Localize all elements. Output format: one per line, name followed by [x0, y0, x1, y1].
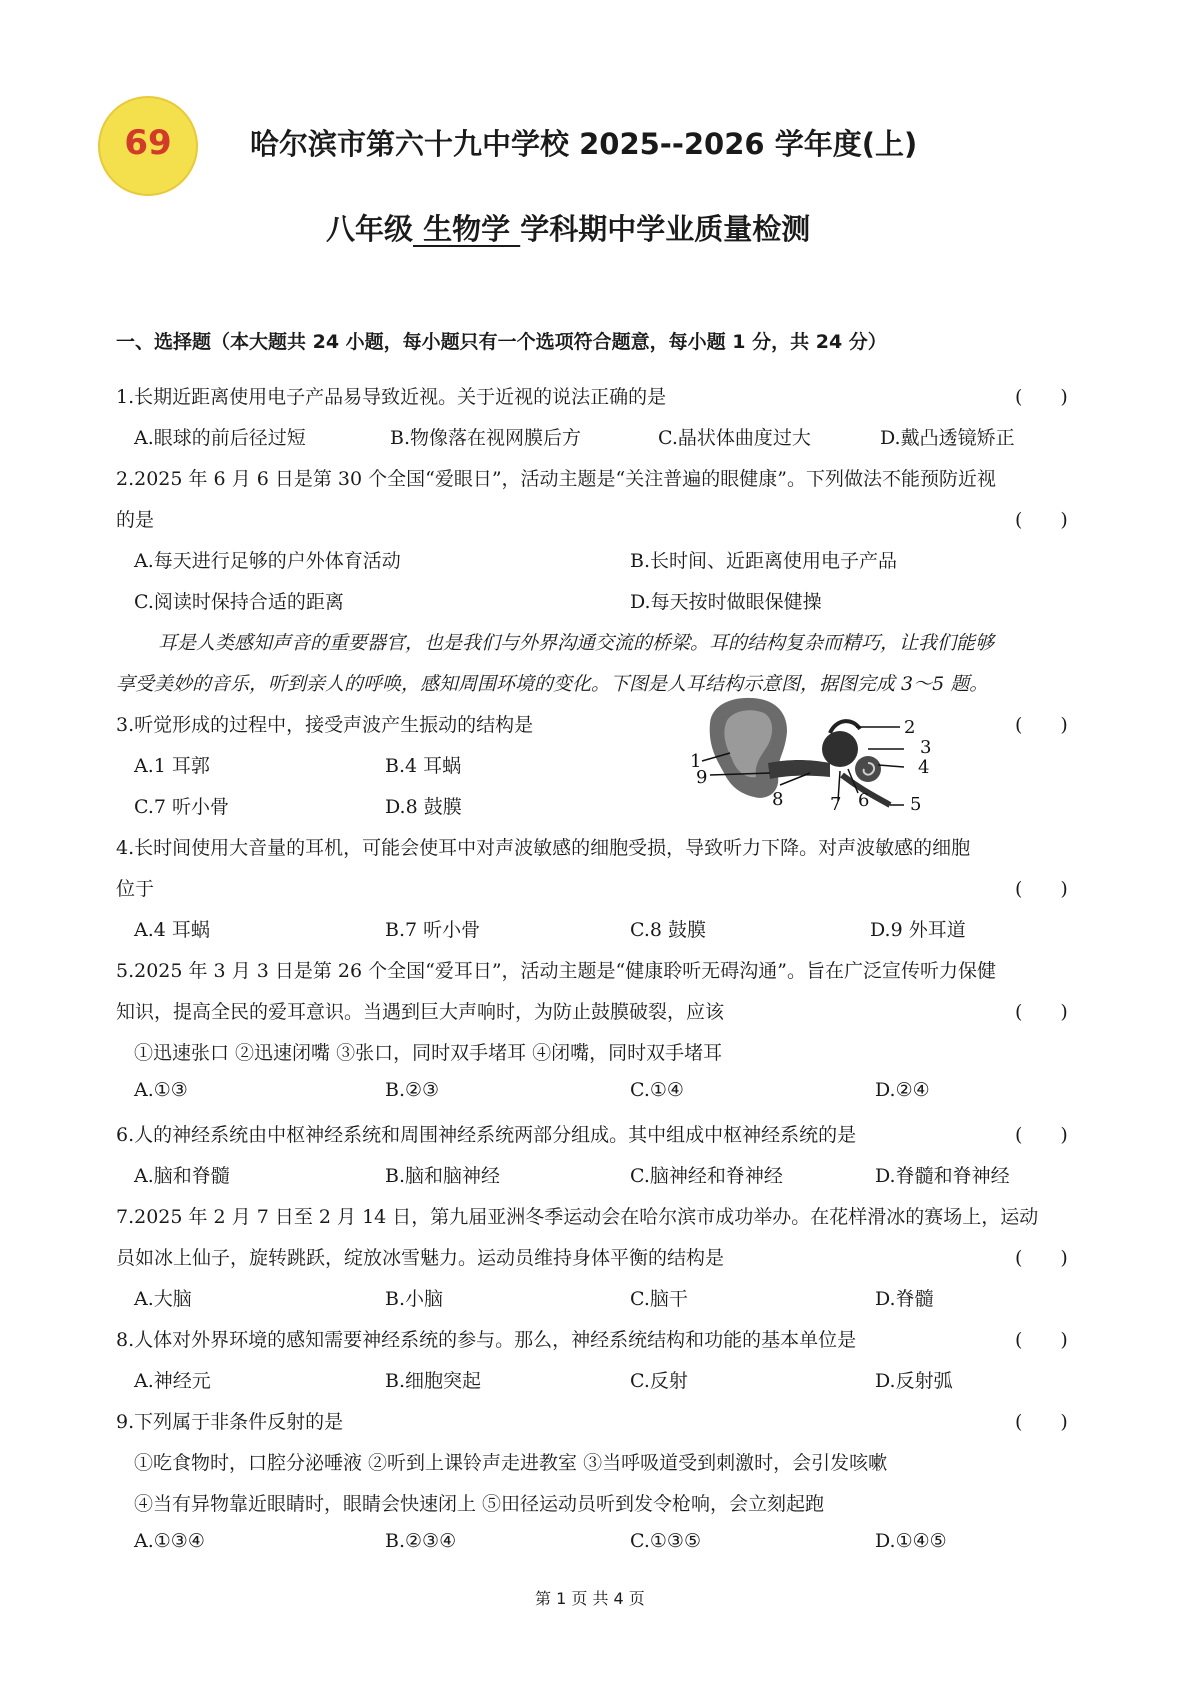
- q4-option-d: D.9 外耳道: [870, 919, 966, 941]
- q3-stem: 3.听觉形成的过程中，接受声波产生振动的结构是: [116, 714, 534, 736]
- q2-option-d: D.每天按时做眼保健操: [630, 591, 822, 613]
- q5-stem-line2: 知识，提高全民的爱耳意识。当遇到巨大声响时，为防止鼓膜破裂，应该: [116, 1001, 725, 1023]
- q1-stem: 1.长期近距离使用电子产品易导致近视。关于近视的说法正确的是: [116, 386, 667, 408]
- q7-answer-blank: ( ): [1015, 1247, 1068, 1269]
- school-logo: [98, 96, 198, 196]
- grade-label: 八年级: [326, 212, 414, 246]
- ear-label-9: 9: [696, 767, 708, 788]
- exam-title-line2: [326, 207, 810, 248]
- q8-stem: 8.人体对外界环境的感知需要神经系统的参与。那么，神经系统结构和功能的基本单位是: [116, 1329, 857, 1351]
- ear-label-4: 4: [918, 757, 930, 778]
- q5-stem-line1: 5.2025 年 3 月 3 日是第 26 个全国“爱耳日”，活动主题是“健康聆听无碍沟通”。旨在广泛宣传听力保健: [116, 960, 996, 982]
- subject-label: 生物学: [413, 212, 521, 246]
- q6-option-d: D.脊髓和脊神经: [875, 1165, 1010, 1187]
- q7-stem-line1: 7.2025 年 2 月 7 日至 2 月 14 日，第九届亚洲冬季运动会在哈尔滨市成功举办。在花样滑冰的赛场上，运动: [116, 1206, 1039, 1228]
- ear-label-5: 5: [910, 794, 922, 815]
- q4-stem-line2: 位于: [116, 878, 155, 900]
- q3-answer-blank: ( ): [1015, 714, 1068, 736]
- ear-label-1: 1: [690, 751, 702, 772]
- passage-line2: 享受美妙的音乐，听到亲人的呼唤，感知周围环境的变化。下图是人耳结构示意图，据图完成 3～5 题。: [116, 673, 989, 695]
- q5-option-c: C.①④: [630, 1079, 684, 1101]
- q8-option-d: D.反射弧: [875, 1370, 953, 1392]
- ear-label-7: 7: [830, 794, 842, 815]
- q4-option-a: A.4 耳蜗: [134, 919, 210, 941]
- q1-option-d: D.戴凸透镜矫正: [880, 427, 1015, 449]
- logo-emblem-icon: [100, 98, 196, 194]
- q9-option-d: D.①④⑤: [875, 1530, 947, 1552]
- q5-option-a: A.①③: [134, 1079, 188, 1101]
- exam-name-label: 学科期中学业质量检测: [520, 212, 811, 246]
- q3-option-a: A.1 耳郭: [134, 755, 210, 777]
- q5-answer-blank: ( ): [1015, 1001, 1068, 1023]
- ear-label-6: 6: [858, 790, 870, 811]
- q5-option-b: B.②③: [385, 1079, 440, 1101]
- logo-numeral: 69: [124, 123, 172, 163]
- q9-option-b: B.②③④: [385, 1530, 457, 1552]
- q7-option-b: B.小脑: [385, 1288, 444, 1310]
- q7-option-c: C.脑干: [630, 1288, 688, 1310]
- q6-option-c: C.脑神经和脊神经: [630, 1165, 783, 1187]
- q2-option-b: B.长时间、近距离使用电子产品: [630, 550, 898, 572]
- q3-option-d: D.8 鼓膜: [385, 796, 462, 818]
- q4-stem-line1: 4.长时间使用大音量的耳机，可能会使耳中对声波敏感的细胞受损，导致听力下降。对声波敏感的细胞: [116, 837, 971, 859]
- q9-choices-line2: ④当有异物靠近眼睛时，眼睛会快速闭上 ⑤田径运动员听到发令枪响，会立刻起跑: [134, 1493, 825, 1515]
- passage-line1: 耳是人类感知声音的重要器官，也是我们与外界沟通交流的桥梁。耳的结构复杂而精巧，让我们能够: [158, 632, 995, 654]
- q4-option-b: B.7 听小骨: [385, 919, 481, 941]
- q8-answer-blank: ( ): [1015, 1329, 1068, 1351]
- q3-option-b: B.4 耳蜗: [385, 755, 462, 777]
- q7-option-a: A.大脑: [134, 1288, 192, 1310]
- section-heading: 一、选择题（本大题共 24 小题，每小题只有一个选项符合题意，每小题 1 分，共 24 分）: [116, 331, 887, 353]
- q7-stem-line2: 员如冰上仙子，旋转跳跃，绽放冰雪魅力。运动员维持身体平衡的结构是: [116, 1247, 725, 1269]
- q1-option-a: A.眼球的前后径过短: [134, 427, 306, 449]
- q5-option-d: D.②④: [875, 1079, 930, 1101]
- q9-option-c: C.①③⑤: [630, 1530, 701, 1552]
- page-number: 第 1 页 共 4 页: [535, 1589, 645, 1608]
- ear-label-8: 8: [772, 789, 784, 810]
- q6-answer-blank: ( ): [1015, 1124, 1068, 1146]
- q6-option-a: A.脑和脊髓: [134, 1165, 230, 1187]
- q5-choices: ①迅速张口 ②迅速闭嘴 ③张口，同时双手堵耳 ④闭嘴，同时双手堵耳: [134, 1042, 723, 1064]
- ear-label-2: 2: [904, 717, 916, 738]
- q2-stem-line1: 2.2025 年 6 月 6 日是第 30 个全国“爱眼日”，活动主题是“关注普遍的眼健康”。下列做法不能预防近视: [116, 468, 996, 490]
- q8-option-b: B.细胞突起: [385, 1370, 482, 1392]
- q1-option-c: C.晶状体曲度过大: [658, 427, 811, 449]
- q9-answer-blank: ( ): [1015, 1411, 1068, 1433]
- q2-option-c: C.阅读时保持合适的距离: [134, 591, 344, 613]
- q4-option-c: C.8 鼓膜: [630, 919, 707, 941]
- q4-answer-blank: ( ): [1015, 878, 1068, 900]
- q7-option-d: D.脊髓: [875, 1288, 934, 1310]
- q1-answer-blank: ( ): [1015, 386, 1068, 408]
- q9-choices-line1: ①吃食物时，口腔分泌唾液 ②听到上课铃声走进教室 ③当呼吸道受到刺激时，会引发咳嗽: [134, 1452, 888, 1474]
- q6-option-b: B.脑和脑神经: [385, 1165, 501, 1187]
- q6-stem: 6.人的神经系统由中枢神经系统和周围神经系统两部分组成。其中组成中枢神经系统的是: [116, 1124, 857, 1146]
- ear-label-3: 3: [920, 737, 932, 758]
- exam-title-line1: 哈尔滨市第六十九中学校 2025--2026 学年度(上): [250, 127, 918, 161]
- q2-option-a: A.每天进行足够的户外体育活动: [134, 550, 401, 572]
- q2-stem-line2: 的是: [116, 509, 155, 531]
- q9-option-a: A.①③④: [134, 1530, 205, 1552]
- ear-structure-diagram: [690, 693, 932, 815]
- q3-option-c: C.7 听小骨: [134, 796, 230, 818]
- q2-answer-blank: ( ): [1015, 509, 1068, 531]
- q8-option-c: C.反射: [630, 1370, 688, 1392]
- q1-option-b: B.物像落在视网膜后方: [390, 427, 582, 449]
- q8-option-a: A.神经元: [134, 1370, 211, 1392]
- q9-stem: 9.下列属于非条件反射的是: [116, 1411, 344, 1433]
